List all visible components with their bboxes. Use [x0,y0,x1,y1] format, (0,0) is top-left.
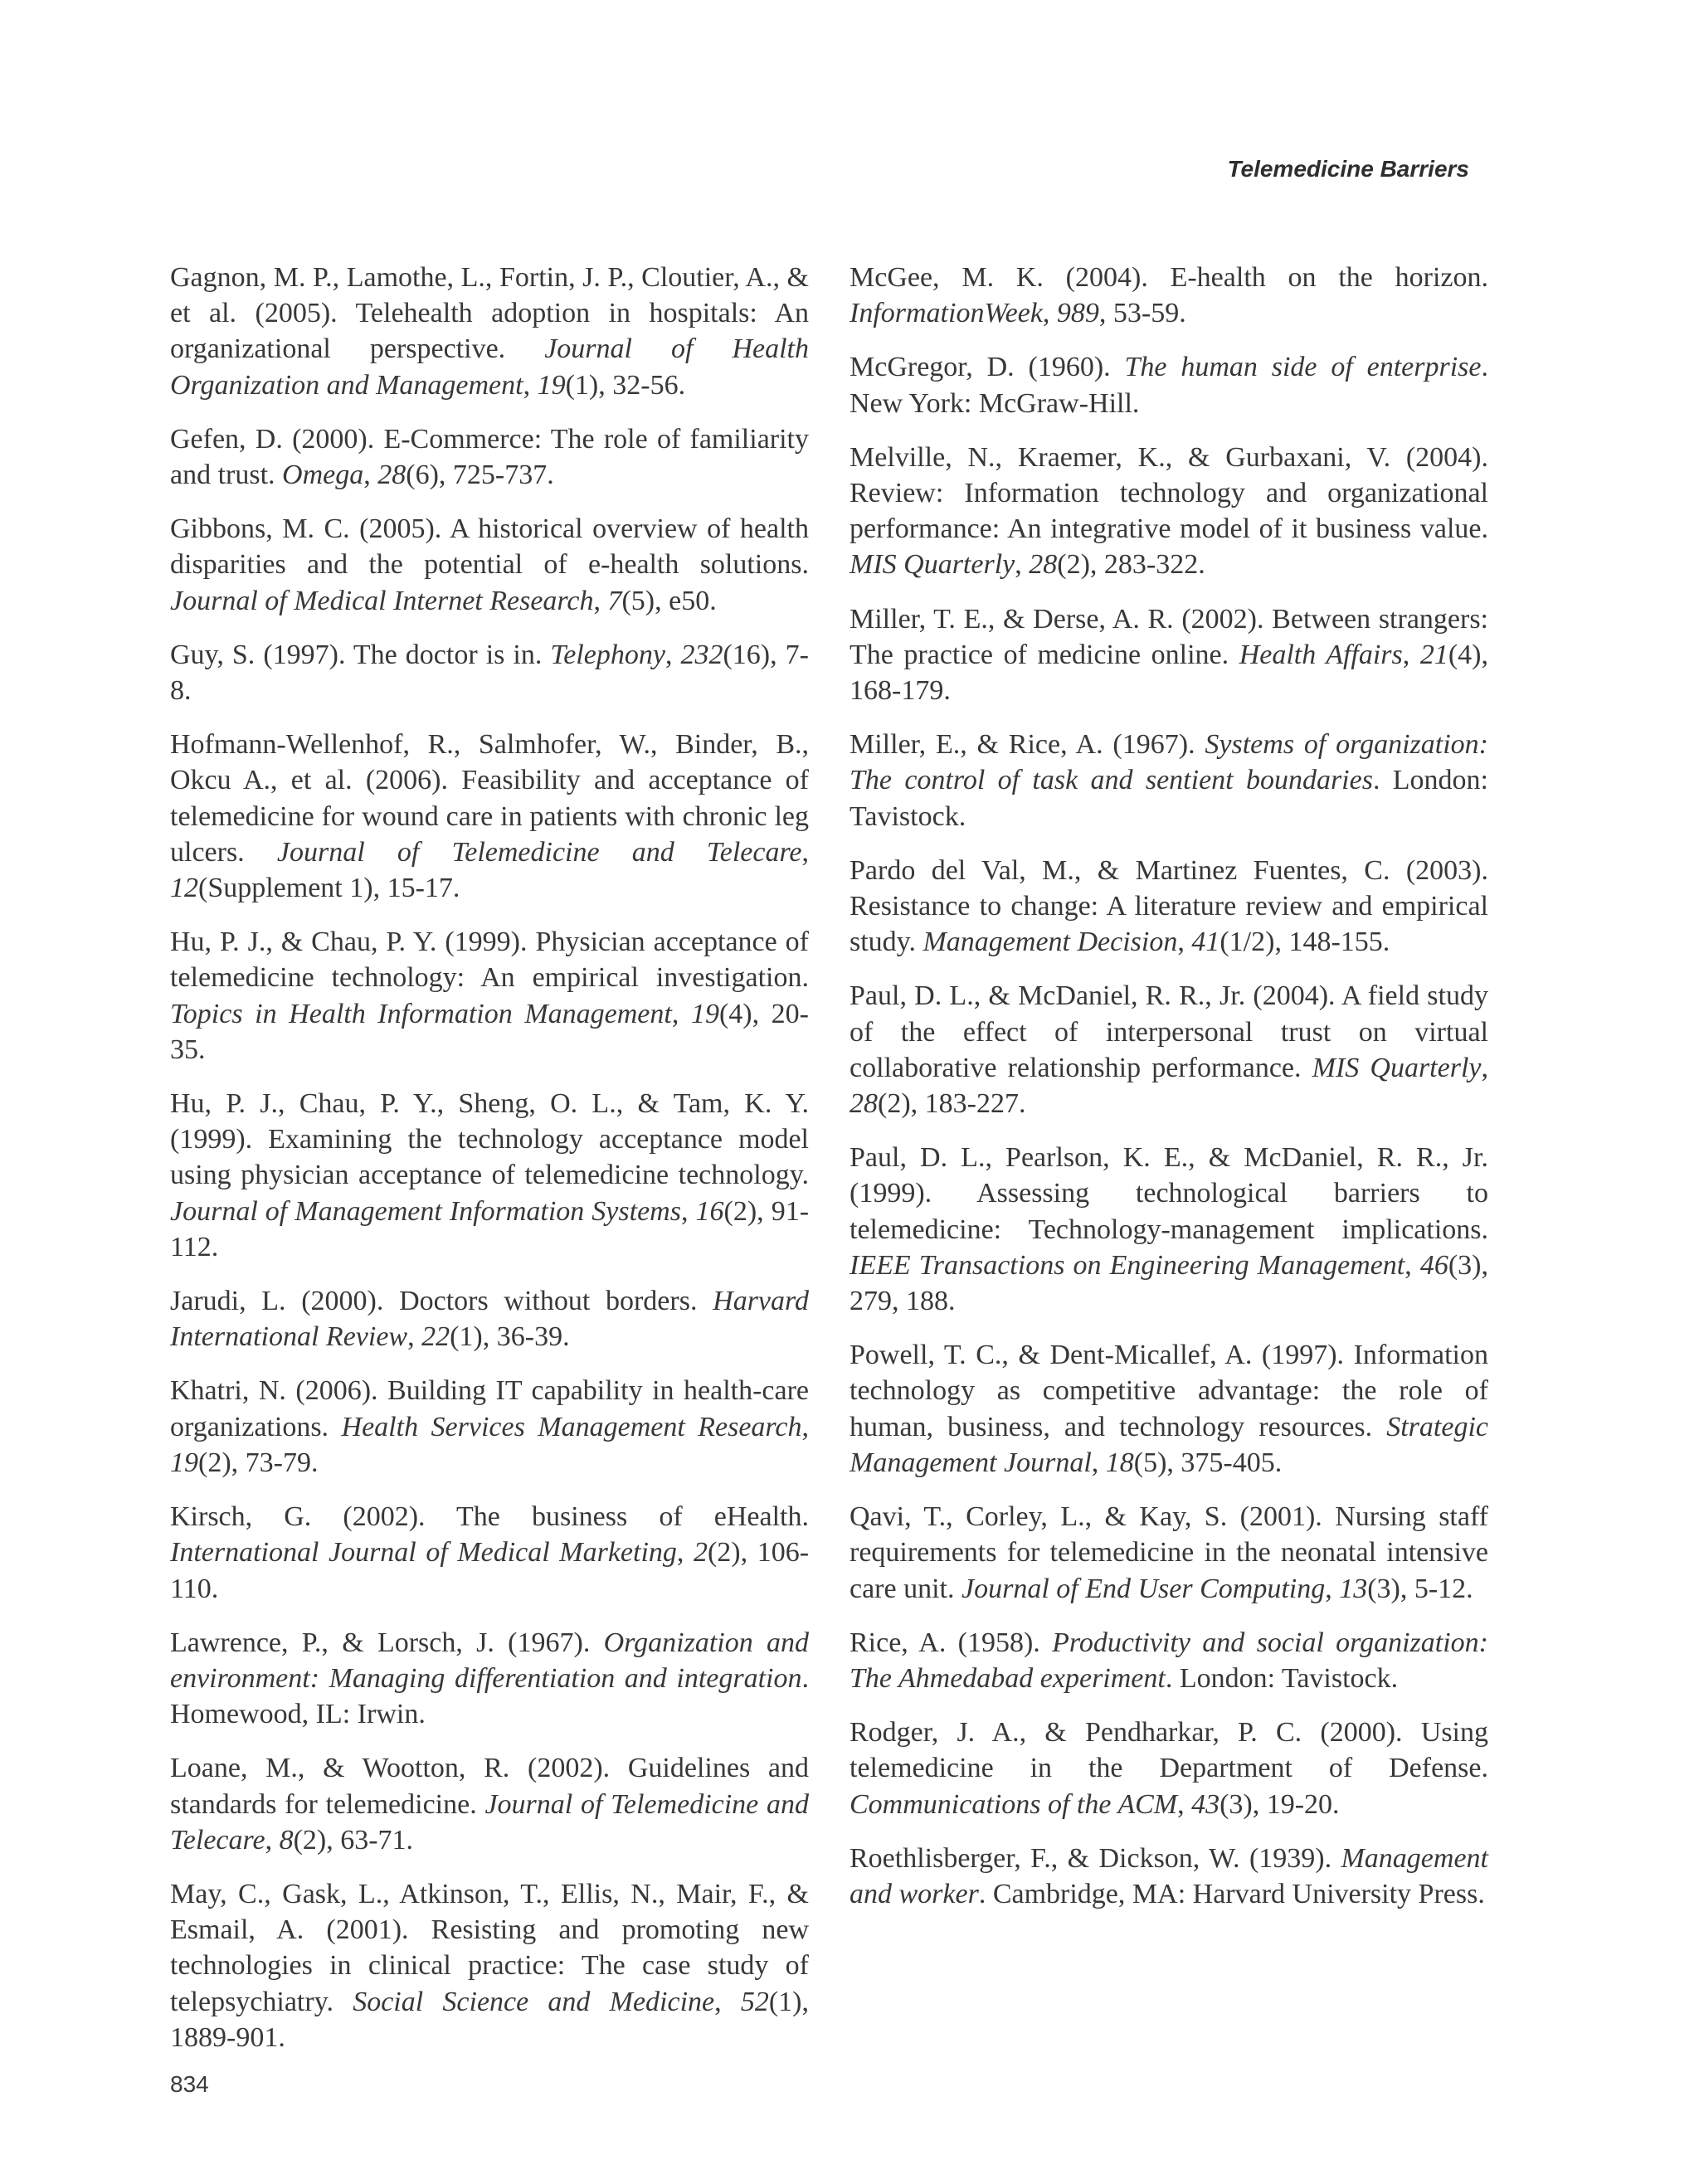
reference-text: . New York: McGraw-Hill. [850,352,1488,419]
reference-italic-text: 7 [607,585,622,616]
reference-text: Paul, D. L., & McDaniel, R. R., Jr. (2004). A field study of the effect of interpersonal trust on virtual collaborative relationship performance. [850,980,1488,1083]
reference-text: Pardo del Val, M., & Martinez Fuentes, C. (2003). Resistance to change: A literature review and empirical study. [850,854,1488,958]
reference-italic-text: Health Services Management Research [341,1411,802,1442]
reference-entry-hu-chau-sheng-tam-1999 [170,1086,809,1265]
page-number: 834 [170,2071,209,2097]
reference-text: . London: Tavistock. [1165,1662,1399,1694]
reference-text: (2), 183-227. [878,1088,1026,1120]
reference-text: , [1481,1052,1488,1083]
reference-entry-mcgregor-1960 [850,349,1488,421]
reference-text: Rice, A. (1958). [850,1627,1053,1658]
reference-italic-text: Omega [282,460,364,491]
reference-italic-text: 16 [695,1195,724,1227]
reference-entry-pardo-2003 [850,853,1488,961]
reference-entry-khatri-2006 [170,1373,809,1481]
reference-italic-text: 28 [850,1088,878,1120]
reference-italic-text: 21 [1419,639,1448,670]
reference-entry-may-2001 [170,1876,809,2055]
references-column-left [170,260,809,2074]
reference-text: Gefen, D. (2000). E-Commerce: The role of familiarity and trust. [170,423,809,491]
reference-italic-text: 989 [1056,298,1099,329]
reference-entry-mcgee-2004 [850,260,1488,331]
reference-entry-roethlisberger-1939 [850,1841,1488,1912]
reference-text: (5), e50. [621,585,717,616]
reference-italic-text: Topics in Health Information Management [170,998,672,1029]
reference-entry-lawrence-1967 [170,1625,809,1733]
reference-entry-powell-1997 [850,1337,1488,1481]
reference-text: (1), 36-39. [450,1321,570,1353]
reference-entry-paul-mcdaniel-2004 [850,978,1488,1121]
reference-text: (1), 1889-901. [170,1986,810,2053]
reference-text: (16), 7-8. [170,639,809,707]
reference-text: . London: Tavistock. [850,765,1489,832]
reference-italic-text: MIS Quarterly [850,549,1015,581]
reference-text: , [714,1986,741,2017]
reference-italic-text: 18 [1105,1447,1134,1478]
reference-entry-miller-rice-1967 [850,727,1488,834]
reference-italic-text: Telephony [550,639,665,670]
reference-italic-text: 2 [693,1537,708,1569]
reference-italic-text: 41 [1191,927,1220,958]
reference-italic-text: Health Affairs [1239,639,1403,670]
reference-italic-text: 28 [377,460,406,491]
reference-text: Paul, D. L., Pearlson, K. E., & McDaniel, R. R., Jr. (1999). Assessing technological barriers to telemedicine: Technology-management implications. [850,1142,1488,1245]
reference-text: McGregor, D. (1960). [850,352,1125,383]
running-head: Telemedicine Barriers [1227,156,1469,182]
reference-text: Kirsch, G. (2002). The business of eHealth. [170,1501,809,1533]
reference-text: Gagnon, M. P., Lamothe, L., Fortin, J. P., Cloutier, A., & et al. (2005). Telehealth adoption in hospitals: An organizational perspective. [170,262,809,365]
reference-italic-text: 19 [690,998,719,1029]
reference-text: Hu, P. J., & Chau, P. Y. (1999). Physician acceptance of telemedicine technology: An empirical investigation. [170,927,809,994]
reference-italic-text: 43 [1191,1788,1220,1820]
reference-entry-jarudi-2000 [170,1283,809,1355]
reference-text: (2), 91-112. [170,1195,810,1262]
reference-text: (3), 19-20. [1219,1788,1340,1820]
reference-text: , [1402,639,1420,670]
reference-italic-text: Strategic Management Journal [850,1411,1488,1478]
reference-entry-paul-pearlson-1999 [850,1140,1488,1319]
reference-italic-text: Journal of Medical Internet Research [170,585,594,616]
reference-italic-text: Journal of Telemedicine and Telecare [170,1788,809,1856]
reference-italic-text: Journal of Telemedicine and Telecare [276,836,802,868]
reference-text: (2), 106-110. [170,1537,810,1604]
reference-text: , [265,1824,280,1856]
reference-text: (1/2), 148-155. [1219,927,1390,958]
reference-text: , [1177,927,1192,958]
reference-text: (3), 279, 188. [850,1249,1489,1317]
reference-entry-gibbons-2005 [170,511,809,619]
reference-italic-text: IEEE Transactions on Engineering Management [850,1249,1405,1281]
reference-text: (1), 32-56. [565,369,686,401]
reference-text: Powell, T. C., & Dent-Micallef, A. (1997). Information technology as competitive advantage: the role of human, business, and technology resources. [850,1340,1488,1442]
reference-text: , [1015,549,1030,581]
reference-italic-text: Social Science and Medicine [353,1986,715,2017]
reference-text: Roethlisberger, F., & Dickson, W. (1939). [850,1842,1341,1874]
reference-italic-text: Harvard International Review [170,1286,809,1353]
reference-text: Miller, T. E., & Derse, A. R. (2002). Between strangers: The practice of medicine online. [850,603,1488,670]
reference-text: (6), 725-737. [406,460,554,491]
reference-text: Hofmann-Wellenhof, R., Salmhofer, W., Binder, B., Okcu A., et al. (2006). Feasibility and acceptance of telemedicine for wound care in patients with chronic leg ulcers. [170,729,809,868]
reference-italic-text: Management and worker [850,1842,1488,1909]
reference-text: Jarudi, L. (2000). Doctors without borders. [170,1286,713,1317]
reference-italic-text: InformationWeek [850,298,1043,329]
reference-text: , [407,1321,422,1353]
reference-italic-text: International Journal of Medical Marketing [170,1537,677,1569]
reference-text: , [1404,1249,1420,1281]
reference-entry-melville-2004 [850,440,1488,583]
reference-text: (4), 168-179. [850,639,1488,707]
reference-entry-kirsch-2002 [170,1499,809,1607]
reference-text: (5), 375-405. [1133,1447,1283,1478]
reference-text: , [1091,1447,1106,1478]
reference-text: (3), 5-12. [1367,1573,1473,1604]
reference-text: Hu, P. J., Chau, P. Y., Sheng, O. L., & Tam, K. Y. (1999). Examining the technology acceptance model using physician acceptance of telemedicine technology. [170,1088,809,1191]
reference-text: , [665,639,681,670]
reference-italic-text: 52 [740,1986,769,2017]
reference-italic-text: Communications of the ACM [850,1788,1178,1820]
reference-text: , [680,1195,696,1227]
reference-text: Rodger, J. A., & Pendharkar, P. C. (2000). Using telemedicine in the Department of Defense. [850,1717,1488,1784]
reference-entry-gagnon-2005 [170,260,809,403]
reference-italic-text: 22 [421,1321,450,1353]
reference-italic-text: Systems of organization: The control of task and sentient boundaries [850,729,1489,796]
reference-text: , [801,1411,809,1442]
reference-text: , [1325,1573,1340,1604]
reference-italic-text: Journal of Management Information Systems [170,1195,681,1227]
reference-text: , [676,1537,694,1569]
reference-text: , 53-59. [1098,298,1186,329]
reference-entry-gefen-2000 [170,421,809,493]
reference-italic-text: Productivity and social organization: The Ahmedabad experiment [850,1627,1488,1694]
reference-entry-rodger-2000 [850,1715,1488,1822]
reference-entry-guy-1997 [170,637,809,708]
reference-italic-text: Journal of Health Organization and Management [170,333,809,401]
reference-text: Lawrence, P., & Lorsch, J. (1967). [170,1627,604,1658]
reference-italic-text: 13 [1339,1573,1368,1604]
reference-text: , [671,998,691,1029]
reference-text: , [801,836,810,868]
reference-italic-text: MIS Quarterly [1312,1052,1482,1083]
reference-italic-text: 12 [170,873,198,904]
reference-italic-text: Journal of End User Computing [961,1573,1326,1604]
reference-text: (2), 63-71. [293,1824,414,1856]
reference-italic-text: 46 [1419,1249,1448,1281]
reference-text: (2), 283-322. [1057,549,1205,581]
reference-text: , [1177,1788,1192,1820]
reference-italic-text: 19 [170,1447,198,1478]
reference-text: , [593,585,608,616]
reference-text: Melville, N., Kraemer, K., & Gurbaxani, V. (2004). Review: Information technology and organizational performance: An integrative model of it business value. [850,441,1488,545]
reference-text: McGee, M. K. (2004). E-health on the horizon. [850,262,1488,293]
reference-entry-hu-chau-1999 [170,924,809,1068]
reference-text: , [1042,298,1057,329]
reference-text: Miller, E., & Rice, A. (1967). [850,729,1205,761]
reference-italic-text: Organization and environment: Managing differentiation and integration [170,1627,810,1694]
reference-text: , [363,460,378,491]
reference-text: (4), 20-35. [170,998,810,1065]
reference-text: Gibbons, M. C. (2005). A historical overview of health disparities and the potential of e-health solutions. [170,513,809,581]
reference-italic-text: 232 [680,639,723,670]
reference-text: (Supplement 1), 15-17. [198,873,460,904]
reference-text: . Cambridge, MA: Harvard University Press. [978,1878,1485,1909]
reference-text: , [523,369,538,401]
reference-text: May, C., Gask, L., Atkinson, T., Ellis, N., Mair, F., & Esmail, A. (2001). Resisting and promoting new technologies in clinical practice: The case study of telepsychiatry. [170,1878,809,2017]
reference-italic-text: The human side of enterprise [1124,352,1482,383]
reference-text: Qavi, T., Corley, L., & Kay, S. (2001). Nursing staff requirements for telemedicine in the neonatal intensive care unit. [850,1501,1488,1604]
reference-entry-loane-2002 [170,1750,809,1858]
reference-entry-miller-derse-2002 [850,601,1488,709]
reference-italic-text: 8 [279,1824,294,1856]
reference-text: . Homewood, IL: Irwin. [170,1662,809,1730]
reference-entry-rice-1958 [850,1625,1488,1696]
reference-text: Guy, S. (1997). The doctor is in. [170,639,551,670]
references-column-right [850,260,1488,1930]
reference-italic-text: Management Decision [923,927,1178,958]
reference-text: Loane, M., & Wootton, R. (2002). Guidelines and standards for telemedicine. [170,1753,809,1820]
reference-text: (2), 73-79. [198,1447,319,1478]
reference-entry-qavi-2001 [850,1499,1488,1607]
reference-text: Khatri, N. (2006). Building IT capability in health-care organizations. [170,1375,809,1442]
reference-entry-hofmann-2006 [170,727,809,906]
reference-italic-text: 28 [1029,549,1058,581]
reference-italic-text: 19 [537,369,566,401]
